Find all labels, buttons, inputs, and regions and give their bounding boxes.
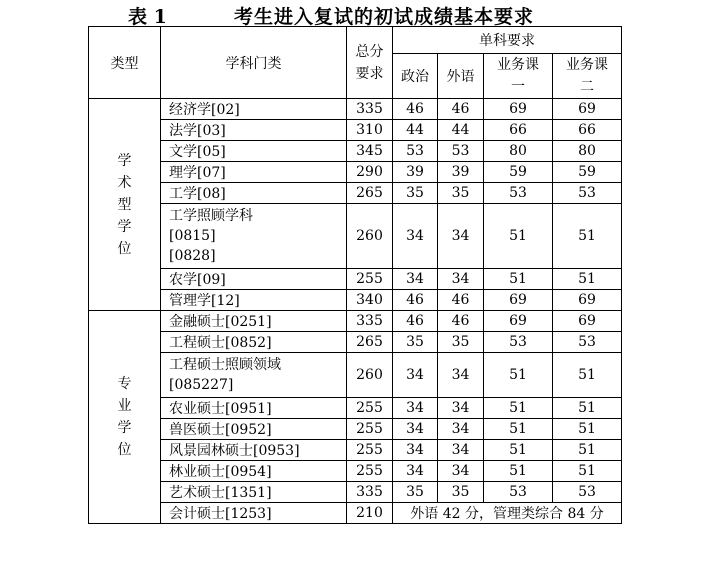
foreign: 35 bbox=[438, 183, 484, 204]
score-requirements-table bbox=[88, 26, 622, 524]
table-title bbox=[0, 0, 721, 28]
course2: 51 bbox=[553, 461, 622, 482]
course1: 51 bbox=[484, 461, 553, 482]
course1: 51 bbox=[484, 440, 553, 461]
table-row bbox=[89, 99, 622, 120]
politics: 34 bbox=[393, 269, 438, 290]
subject: 法学[03] bbox=[161, 120, 347, 141]
header-politics: 政治 bbox=[393, 54, 438, 99]
politics: 46 bbox=[393, 99, 438, 120]
course2: 51 bbox=[553, 353, 622, 398]
foreign: 34 bbox=[438, 440, 484, 461]
subject bbox=[161, 204, 347, 269]
total: 265 bbox=[347, 332, 393, 353]
subject-line: 工程硕士照顾领域 bbox=[169, 357, 281, 373]
subject-line: [0815] bbox=[169, 228, 216, 244]
table-row bbox=[89, 353, 622, 398]
total: 345 bbox=[347, 141, 393, 162]
politics: 35 bbox=[393, 183, 438, 204]
course1: 69 bbox=[484, 99, 553, 120]
table-row bbox=[89, 311, 622, 332]
politics: 34 bbox=[393, 461, 438, 482]
subject: 艺术硕士[1351] bbox=[161, 482, 347, 503]
course2: 51 bbox=[553, 204, 622, 269]
course2: 59 bbox=[553, 162, 622, 183]
foreign: 46 bbox=[438, 290, 484, 311]
foreign: 34 bbox=[438, 353, 484, 398]
total: 290 bbox=[347, 162, 393, 183]
politics: 34 bbox=[393, 419, 438, 440]
course1: 53 bbox=[484, 482, 553, 503]
table-row bbox=[89, 419, 622, 440]
total: 255 bbox=[347, 440, 393, 461]
course1: 59 bbox=[484, 162, 553, 183]
group-char: 专 bbox=[117, 376, 132, 392]
foreign: 46 bbox=[438, 99, 484, 120]
group-char: 位 bbox=[117, 442, 132, 458]
table-row bbox=[89, 398, 622, 419]
subject: 管理学[12] bbox=[161, 290, 347, 311]
header-total bbox=[347, 27, 393, 99]
table-row bbox=[89, 162, 622, 183]
table-row bbox=[89, 290, 622, 311]
header-category: 学科门类 bbox=[161, 27, 347, 99]
total: 255 bbox=[347, 398, 393, 419]
table-row bbox=[89, 183, 622, 204]
course1: 69 bbox=[484, 311, 553, 332]
politics: 34 bbox=[393, 204, 438, 269]
total: 255 bbox=[347, 461, 393, 482]
foreign: 34 bbox=[438, 204, 484, 269]
course1: 66 bbox=[484, 120, 553, 141]
course2: 69 bbox=[553, 311, 622, 332]
table-caption: 考生进入复试的初试成绩基本要求 bbox=[234, 6, 535, 28]
group-professional bbox=[89, 311, 161, 524]
course1: 51 bbox=[484, 353, 553, 398]
course2: 80 bbox=[553, 141, 622, 162]
course2: 53 bbox=[553, 482, 622, 503]
total: 255 bbox=[347, 419, 393, 440]
foreign: 46 bbox=[438, 311, 484, 332]
subject-line: 工学照顾学科 bbox=[169, 208, 253, 224]
subject: 工程硕士[0852] bbox=[161, 332, 347, 353]
table-row bbox=[89, 332, 622, 353]
politics: 39 bbox=[393, 162, 438, 183]
course1: 80 bbox=[484, 141, 553, 162]
table-row bbox=[89, 269, 622, 290]
table-row bbox=[89, 503, 622, 524]
subject: 文学[05] bbox=[161, 141, 347, 162]
course1: 51 bbox=[484, 204, 553, 269]
subject: 兽医硕士[0952] bbox=[161, 419, 347, 440]
course2: 51 bbox=[553, 419, 622, 440]
foreign: 34 bbox=[438, 398, 484, 419]
subject bbox=[161, 353, 347, 398]
course1: 51 bbox=[484, 398, 553, 419]
foreign: 34 bbox=[438, 269, 484, 290]
total: 310 bbox=[347, 120, 393, 141]
foreign: 44 bbox=[438, 120, 484, 141]
header-course2 bbox=[553, 54, 622, 99]
group-char: 位 bbox=[117, 240, 132, 257]
foreign: 53 bbox=[438, 141, 484, 162]
course2: 51 bbox=[553, 398, 622, 419]
course2: 66 bbox=[553, 120, 622, 141]
course2: 53 bbox=[553, 183, 622, 204]
politics: 46 bbox=[393, 311, 438, 332]
header-type: 类型 bbox=[89, 27, 161, 99]
subject: 风景园林硕士[0953] bbox=[161, 440, 347, 461]
course1: 53 bbox=[484, 332, 553, 353]
politics: 34 bbox=[393, 353, 438, 398]
course2: 51 bbox=[553, 440, 622, 461]
politics: 44 bbox=[393, 120, 438, 141]
subject: 工学[08] bbox=[161, 183, 347, 204]
course1: 51 bbox=[484, 419, 553, 440]
total: 210 bbox=[347, 503, 393, 524]
group-char: 术 bbox=[117, 174, 132, 191]
subject: 理学[07] bbox=[161, 162, 347, 183]
subject-line: [0828] bbox=[169, 248, 216, 264]
politics: 34 bbox=[393, 398, 438, 419]
header-total-line2: 要求 bbox=[355, 65, 384, 82]
total: 340 bbox=[347, 290, 393, 311]
course2: 69 bbox=[553, 290, 622, 311]
group-char: 学 bbox=[117, 218, 132, 235]
politics: 46 bbox=[393, 290, 438, 311]
table-number: 表 1 bbox=[128, 6, 167, 28]
header-foreign: 外语 bbox=[438, 54, 484, 99]
course1: 51 bbox=[484, 269, 553, 290]
subject: 林业硕士[0954] bbox=[161, 461, 347, 482]
total: 260 bbox=[347, 353, 393, 398]
total: 260 bbox=[347, 204, 393, 269]
politics: 35 bbox=[393, 482, 438, 503]
header-course2-line2: 二 bbox=[580, 79, 594, 95]
table-row bbox=[89, 141, 622, 162]
course1: 53 bbox=[484, 183, 553, 204]
table-row bbox=[89, 204, 622, 269]
foreign: 35 bbox=[438, 482, 484, 503]
table-row bbox=[89, 440, 622, 461]
table-row bbox=[89, 482, 622, 503]
politics: 34 bbox=[393, 440, 438, 461]
header-course2-line1: 业务课 bbox=[566, 57, 608, 73]
accounting-note: 外语 42 分，管理类综合 84 分 bbox=[393, 503, 622, 524]
group-academic bbox=[89, 99, 161, 311]
foreign: 39 bbox=[438, 162, 484, 183]
foreign: 34 bbox=[438, 419, 484, 440]
total: 335 bbox=[347, 99, 393, 120]
course2: 53 bbox=[553, 332, 622, 353]
total: 335 bbox=[347, 311, 393, 332]
group-char: 学 bbox=[117, 152, 132, 169]
politics: 35 bbox=[393, 332, 438, 353]
total: 255 bbox=[347, 269, 393, 290]
group-char: 型 bbox=[117, 196, 132, 213]
subject: 农学[09] bbox=[161, 269, 347, 290]
course2: 51 bbox=[553, 269, 622, 290]
header-course1 bbox=[484, 54, 553, 99]
table-row bbox=[89, 120, 622, 141]
group-char: 学 bbox=[117, 420, 132, 436]
total: 335 bbox=[347, 482, 393, 503]
subject: 农业硕士[0951] bbox=[161, 398, 347, 419]
header-course1-line1: 业务课 bbox=[497, 57, 539, 73]
subject: 经济学[02] bbox=[161, 99, 347, 120]
header-total-line1: 总分 bbox=[355, 43, 384, 60]
header-course1-line2: 一 bbox=[511, 79, 525, 95]
subject: 会计硕士[1253] bbox=[161, 503, 347, 524]
course2: 69 bbox=[553, 99, 622, 120]
course1: 69 bbox=[484, 290, 553, 311]
subject-line: [085227] bbox=[169, 377, 234, 393]
table-row bbox=[89, 461, 622, 482]
foreign: 35 bbox=[438, 332, 484, 353]
total: 265 bbox=[347, 183, 393, 204]
foreign: 34 bbox=[438, 461, 484, 482]
politics: 53 bbox=[393, 141, 438, 162]
subject: 金融硕士[0251] bbox=[161, 311, 347, 332]
header-single: 单科要求 bbox=[393, 27, 622, 54]
group-char: 业 bbox=[117, 398, 132, 414]
